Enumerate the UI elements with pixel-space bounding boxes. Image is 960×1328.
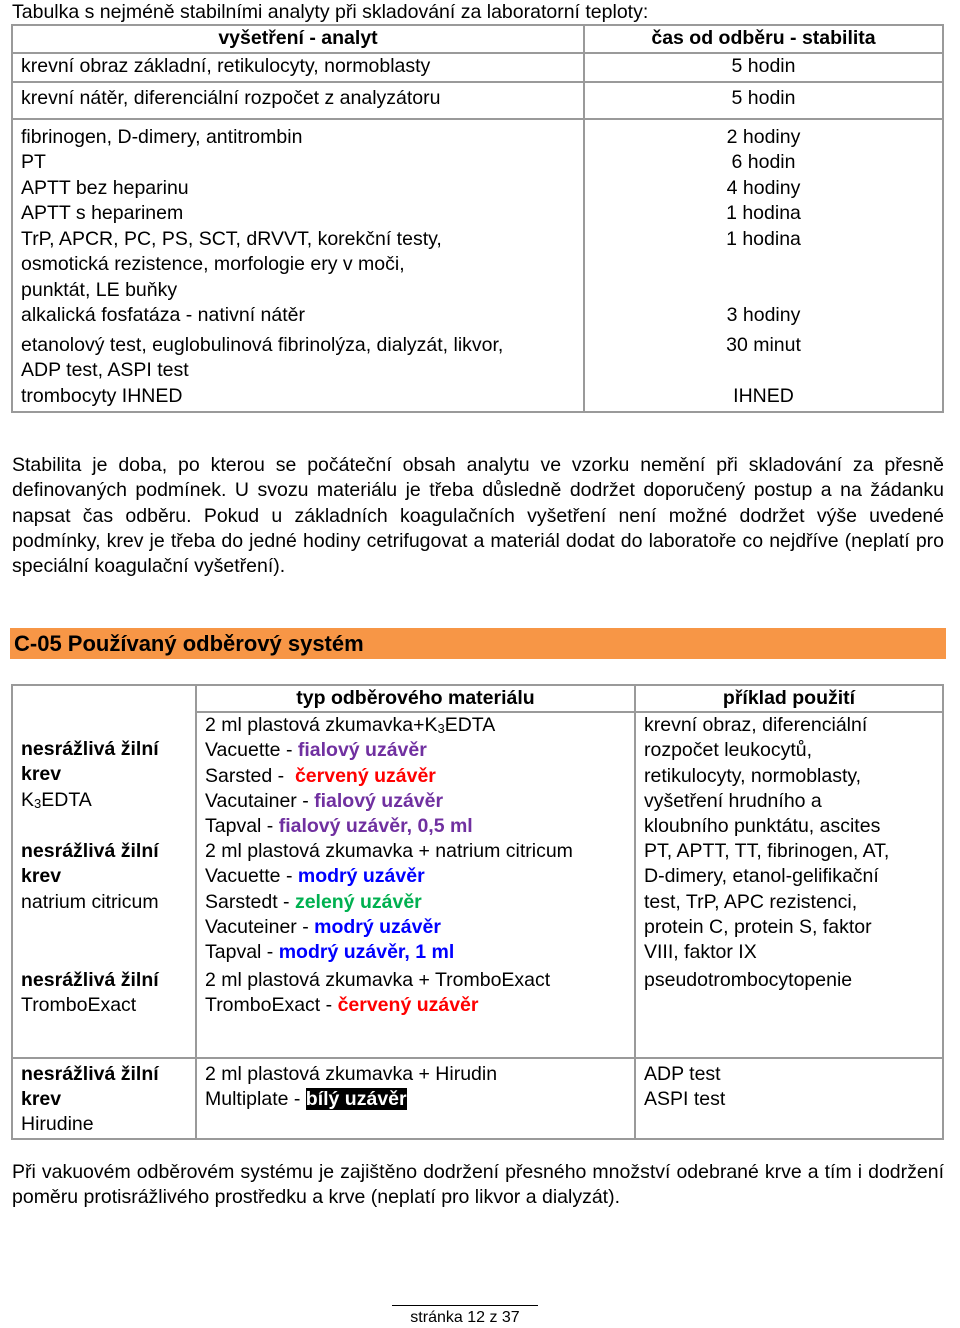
sample-type-name: krev <box>21 1087 62 1110</box>
usage-line: vyšetření hrudního a <box>644 789 822 812</box>
spacer-cell <box>196 1019 635 1058</box>
material-line: Vacuette - fialový uzávěr <box>205 739 427 762</box>
system-row-citrate <box>12 839 943 965</box>
vacuum-system-note: Při vakuovém odběrovém systému je zajištěno dodržení přesného množství odebrané krve a tím i dodržení poměru protisrážlivého prostředku a krve (neplatí pro likvor a dialyzát). <box>12 1161 944 1209</box>
analyte-cell <box>12 119 584 413</box>
analyte-line: PT <box>21 151 46 173</box>
stability-line: 6 hodin <box>731 151 796 173</box>
anticoagulant-name: TromboExact <box>21 994 137 1017</box>
system-row-spacer <box>12 1019 943 1058</box>
material-line: Tapval - modrý uzávěr, 1 ml <box>205 941 455 964</box>
material-line: Sarsted - červený uzávěr <box>205 764 436 787</box>
stability-line: 2 hodiny <box>726 125 801 148</box>
usage-line: pseudotrombocytopenie <box>644 969 853 992</box>
stability-line: 1 hodina <box>726 227 801 250</box>
material-line: Vacuette - modrý uzávěr <box>205 865 425 888</box>
usage-line: test, TrP, APC rezistenci, <box>644 890 858 913</box>
sample-type-name: krev <box>21 763 62 786</box>
analyte-line: fibrinogen, D-dimery, antitrombin <box>21 125 303 148</box>
anticoagulant-name: Hirudine <box>21 1113 94 1136</box>
stability-cell: 5 hodin <box>584 82 943 119</box>
sample-type-name: nesrážlivá žilní <box>21 840 159 863</box>
usage-line: VIII, faktor IX <box>644 941 757 964</box>
stability-header-row <box>12 25 943 53</box>
stability-line: 1 hodina <box>726 202 801 224</box>
system-row-tromboexact <box>12 965 943 1018</box>
material-line: Sarstedt - zelený uzávěr <box>205 890 422 913</box>
material-cell <box>196 1058 635 1139</box>
stability-note: Stabilita je doba, po kterou se počáteční obsah analytu ve vzorku nemění při skladování za přesně definovaných podmínek. U svozu materiálu je třeba důsledně dodržet doporučený postup a na žádanku napsat čas odběru. Pokud u základních koagulačních vyšetření není možné dodržet výše uvedené podmínky, krev je třeba do jedné hodiny cetrifugovat a materiál dodat do laboratoře co nejdříve (neplatí pro speciální koagulační vyšetření). <box>12 454 944 578</box>
stability-line: IHNED <box>733 384 794 407</box>
system-header-row <box>12 685 943 712</box>
usage-line: ADP test <box>644 1062 721 1085</box>
analyte-line: ADP test, ASPI test <box>21 359 189 381</box>
material-line: 2 ml plastová $zkumavka+K_3EDTA$ <box>205 714 496 737</box>
material-line: 2 ml plastová zkumavka + TromboExact <box>205 969 551 992</box>
usage-line: rozpočet leukocytů, <box>644 739 813 762</box>
spacer-cell <box>635 1019 943 1058</box>
stability-cell <box>584 119 943 413</box>
material-line: Vacuteiner - modrý uzávěr <box>205 915 441 938</box>
material-column-header: typ odběrového materiálu <box>196 685 635 712</box>
sample-type-cell <box>12 712 196 839</box>
usage-line: PT, APTT, TT, fibrinogen, AT, <box>644 840 890 863</box>
usage-line: retikulocyty, normoblasty, <box>644 764 862 787</box>
stability-table <box>11 24 944 413</box>
material-line: TromboExact - červený uzávěr <box>205 994 479 1017</box>
sample-type-cell <box>12 839 196 965</box>
analyte-cell: krevní nátěr, diferenciální rozpočet z analyzátoru <box>12 82 584 119</box>
analyte-line: osmotická rezistence, morfologie ery v moči, <box>21 253 405 275</box>
analyte-cell: krevní obraz základní, retikulocyty, normoblasty <box>12 53 584 82</box>
usage-cell <box>635 1058 943 1139</box>
material-line: 2 ml plastová zkumavka + Hirudin <box>205 1062 498 1085</box>
usage-line: D-dimery, etanol-gelifikační <box>644 865 879 888</box>
stability-line: 4 hodiny <box>726 176 801 199</box>
collection-system-table <box>11 684 944 1140</box>
sample-type-name: krev <box>21 865 62 888</box>
footer-divider <box>392 1305 538 1306</box>
material-line: 2 ml plastová zkumavka + natrium citricum <box>205 840 573 863</box>
page-number: stránka 12 z 37 <box>410 1309 520 1326</box>
stability-row <box>12 53 943 82</box>
stability-row <box>12 119 943 413</box>
material-line: Multiplate - bílý uzávěr <box>205 1087 407 1110</box>
section-heading-bar <box>10 628 946 659</box>
analyte-line: APTT bez heparinu <box>21 176 189 199</box>
anticoagulant-name: natrium citricum <box>21 890 159 913</box>
usage-line: ASPI test <box>644 1087 726 1110</box>
system-row-hirudine <box>12 1058 943 1139</box>
stability-table-title: Tabulka s nejméně stabilními analyty při skladování za laboratorní teploty: <box>12 1 649 23</box>
analyte-line: TrP, APCR, PC, PS, SCT, dRVVT, korekční testy, <box>21 227 442 250</box>
analyte-column-header: vyšetření - analyt <box>12 25 584 53</box>
material-cell <box>196 965 635 1018</box>
stability-cell: 5 hodin <box>584 53 943 82</box>
sample-type-name: nesrážlivá žilní <box>21 738 159 761</box>
analyte-line: APTT s heparinem <box>21 202 184 224</box>
stability-row <box>12 82 943 119</box>
usage-cell <box>635 965 943 1018</box>
spacer-cell <box>12 1019 196 1058</box>
analyte-line: etanolový test, euglobulinová fibrinolýza, dialyzát, likvor, <box>21 333 504 356</box>
usage-line: kloubního punktátu, ascites <box>644 815 881 838</box>
usage-cell <box>635 712 943 839</box>
section-heading: C-05 Používaný odběrový systém <box>14 631 364 656</box>
usage-column-header: příklad použití <box>635 685 943 712</box>
analyte-line: alkalická fosfatáza - nativní nátěr <box>21 304 305 326</box>
material-cell <box>196 839 635 965</box>
stability-line <box>593 278 934 304</box>
anticoagulant-name: $K_3EDTA$ <box>21 788 92 811</box>
usage-line: krevní obraz, diferenciální <box>644 714 868 737</box>
sample-type-name: nesrážlivá žilní <box>21 1062 159 1085</box>
analyte-line: punktát, LE buňky <box>21 278 178 301</box>
usage-line: protein C, protein S, faktor <box>644 915 872 938</box>
material-line: Tapval - fialový uzávěr, 0,5 ml <box>205 815 473 838</box>
sample-type-cell <box>12 1058 196 1139</box>
stability-line: 3 hodiny <box>726 304 801 326</box>
material-line: Vacutainer - fialový uzávěr <box>205 789 444 812</box>
stability-line <box>593 252 934 278</box>
sample-type-cell <box>12 965 196 1018</box>
usage-cell <box>635 839 943 965</box>
stability-line <box>593 358 934 384</box>
analyte-line: trombocyty IHNED <box>21 384 183 407</box>
system-header-empty <box>12 685 196 712</box>
stability-line: 30 minut <box>726 333 801 356</box>
stability-column-header: čas od odběru - stabilita <box>584 25 943 53</box>
system-row-edta <box>12 712 943 839</box>
material-cell <box>196 712 635 839</box>
sample-type-name: nesrážlivá žilní <box>21 969 159 992</box>
